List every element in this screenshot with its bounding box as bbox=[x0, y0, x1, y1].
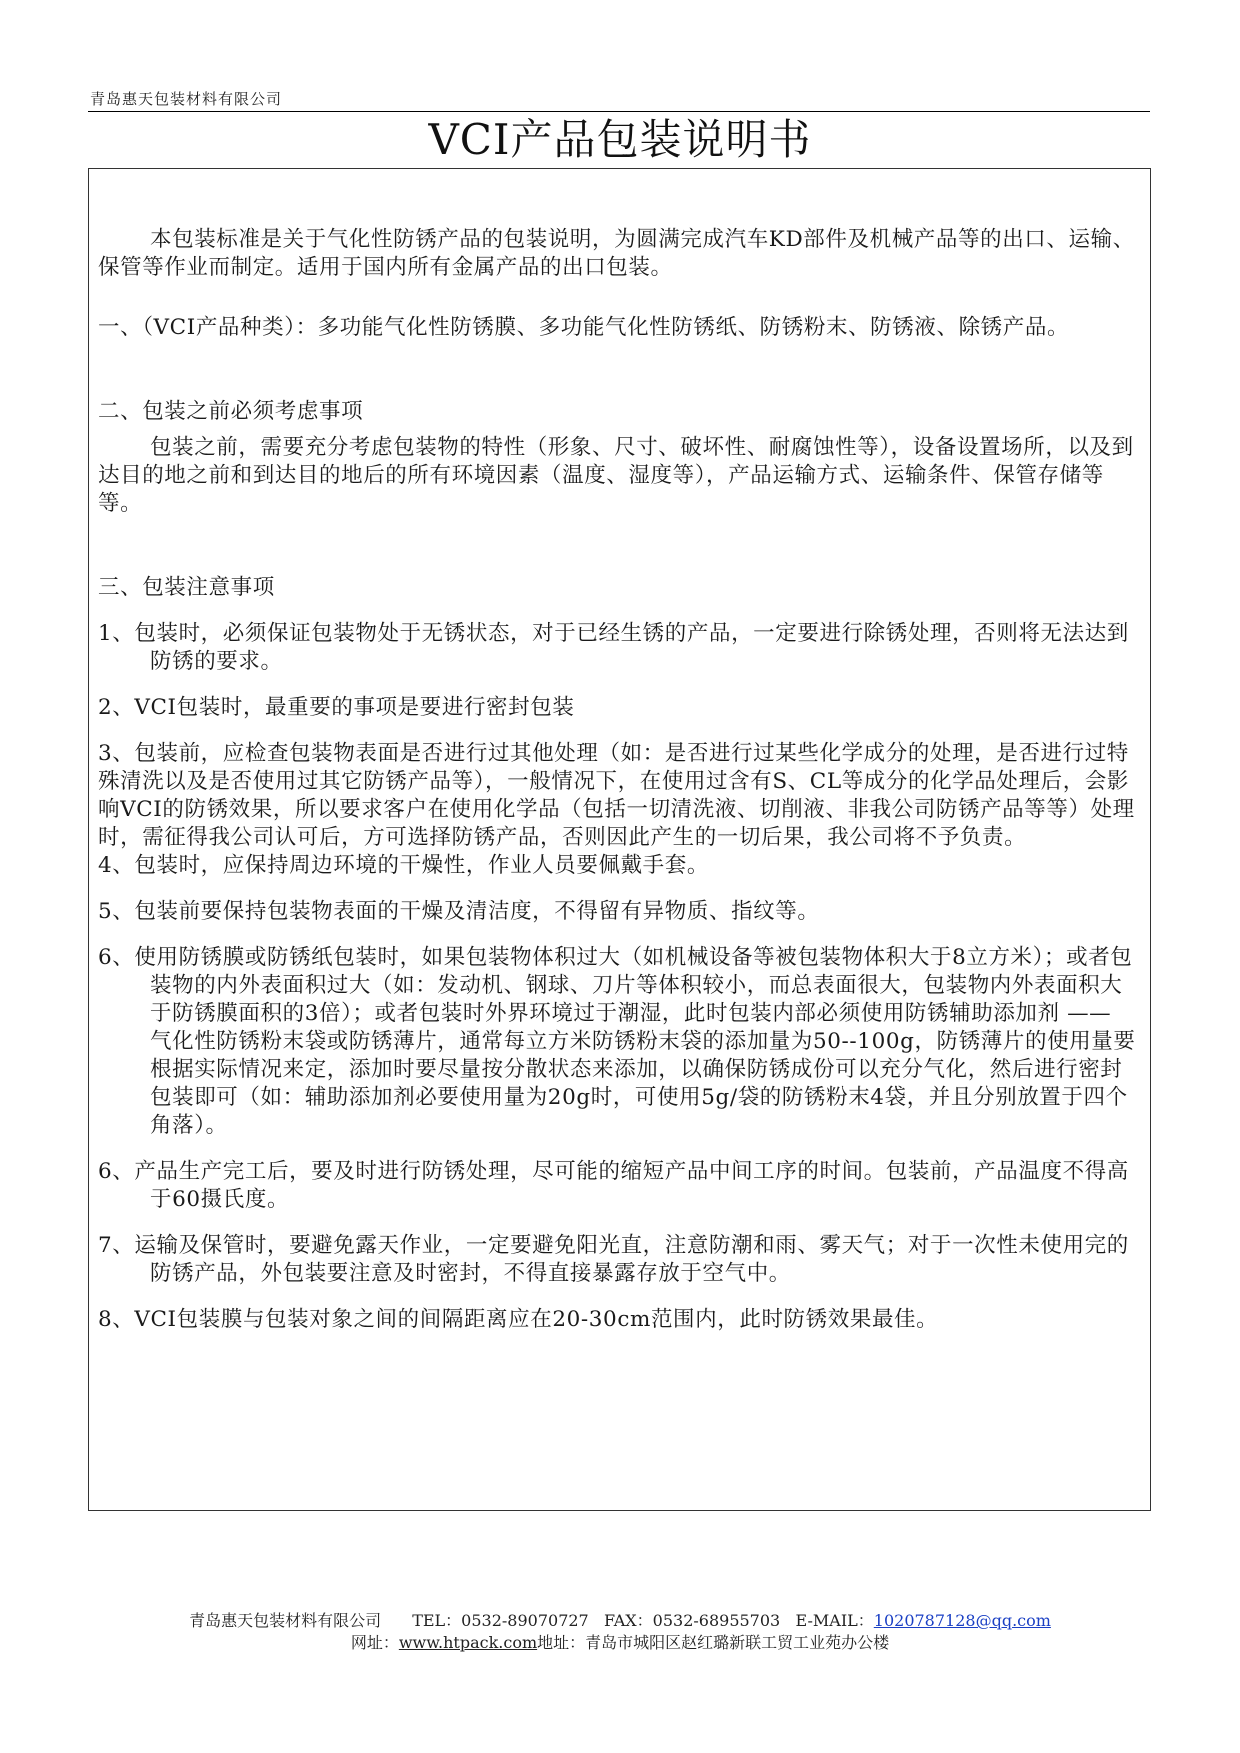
section-3-heading: 三、包装注意事项 bbox=[98, 575, 275, 600]
document-body bbox=[98, 226, 1138, 1334]
section-2-heading: 二、包装之前必须考虑事项 bbox=[98, 399, 364, 424]
header-company-name: 青岛惠天包装材料有限公司 bbox=[90, 90, 283, 108]
section-2-body: 包装之前，需要充分考虑包装物的特性（形象、尺寸、破坏性、耐腐蚀性等），设备设置场所，以及到达目的地之前和到达目的地后的所有环境因素（温度、湿度等），产品运输方式、运输条件、保管存储等等。 bbox=[98, 435, 1134, 516]
footer-email-link[interactable]: 1020787128@qq.com bbox=[873, 1611, 1051, 1630]
list-item: 8、VCI包装膜与包装对象之间的间隔距离应在20-30cm范围内，此时防锈效果最佳。 bbox=[98, 1307, 939, 1332]
footer-fax: FAX：0532-68955703 bbox=[604, 1611, 781, 1630]
footer-contact-line bbox=[0, 1610, 1240, 1632]
footer-email-label: E-MAIL： bbox=[795, 1611, 874, 1630]
page-footer bbox=[0, 1610, 1240, 1654]
footer-web-label: 网址： bbox=[350, 1633, 399, 1652]
list-item: 4、包装时，应保持周边环境的干燥性，作业人员要佩戴手套。 bbox=[98, 853, 709, 878]
section-1-product-types: 一、（VCI产品种类）：多功能气化性防锈膜、多功能气化性防锈纸、防锈粉末、防锈液、除锈产品。 bbox=[98, 315, 1070, 340]
intro-paragraph: 本包装标准是关于气化性防锈产品的包装说明，为圆满完成汽车KD部件及机械产品等的出口、运输、保管等作业而制定。适用于国内所有金属产品的出口包装。 bbox=[98, 227, 1135, 280]
document-title: VCI产品包装说明书 bbox=[428, 115, 812, 164]
list-item: 2、VCI包装时，最重要的事项是要进行密封包装 bbox=[98, 695, 575, 720]
list-item: 6、产品生产完工后，要及时进行防锈处理，尽可能的缩短产品中间工序的时间。包装前，产品温度不得高于60摄氏度。 bbox=[98, 1159, 1129, 1212]
footer-company: 青岛惠天包装材料有限公司 bbox=[189, 1611, 382, 1630]
footer-tel: TEL：0532-89070727 bbox=[412, 1611, 589, 1630]
list-item: 7、运输及保管时，要避免露天作业，一定要避免阳光直，注意防潮和雨、雾天气；对于一次性未使用完的防锈产品，外包装要注意及时密封，不得直接暴露存放于空气中。 bbox=[98, 1233, 1129, 1286]
list-item: 6、使用防锈膜或防锈纸包装时，如果包装物体积过大（如机械设备等被包装物体积大于8立方米）；或者包装物的内外表面积过大（如：发动机、钢球、刀片等体积较小，而总表面很大，包装物内外表面积大于防锈膜面积的3倍）；或者包装时外界环境过于潮湿，此时包装内部必须使用防锈辅助添加剂 —— 气化性防锈粉末袋或防锈薄片，通常每立方米防锈粉末袋的添加量为50--100g，防锈薄片的使用量要根据实际情况来定，添加时要尽量按分散状态来添加，以确保防锈成份可以充分气化，然后进行密封包装即可（如：辅助添加剂必要使用量为20g时，可使用5g/袋的防锈粉末4袋，并且分别放置于四个角落）。 bbox=[98, 945, 1136, 1138]
list-item: 5、包装前要保持包装物表面的干燥及清洁度，不得留有异物质、指纹等。 bbox=[98, 899, 820, 924]
footer-website-link[interactable]: www.htpack.com bbox=[398, 1633, 538, 1652]
footer-address-line bbox=[0, 1632, 1240, 1654]
footer-address: 地址：青岛市城阳区赵红璐新联工贸工业苑办公楼 bbox=[537, 1633, 890, 1652]
list-item: 3、包装前，应检查包装物表面是否进行过其他处理（如：是否进行过某些化学成分的处理，是否进行过特殊清洗以及是否使用过其它防锈产品等），一般情况下，在使用过含有S、CL等成分的化学品处理后，会影响VCI的防锈效果，所以要求客户在使用化学品（包括一切清洗液、切削液、非我公司防锈产品等等）处理时，需征得我公司认可后，方可选择防锈产品，否则因此产生的一切后果，我公司将不予负责。 bbox=[98, 741, 1135, 850]
list-item: 1、包装时，必须保证包装物处于无锈状态，对于已经生锈的产品，一定要进行除锈处理，否则将无法达到防锈的要求。 bbox=[98, 621, 1129, 674]
